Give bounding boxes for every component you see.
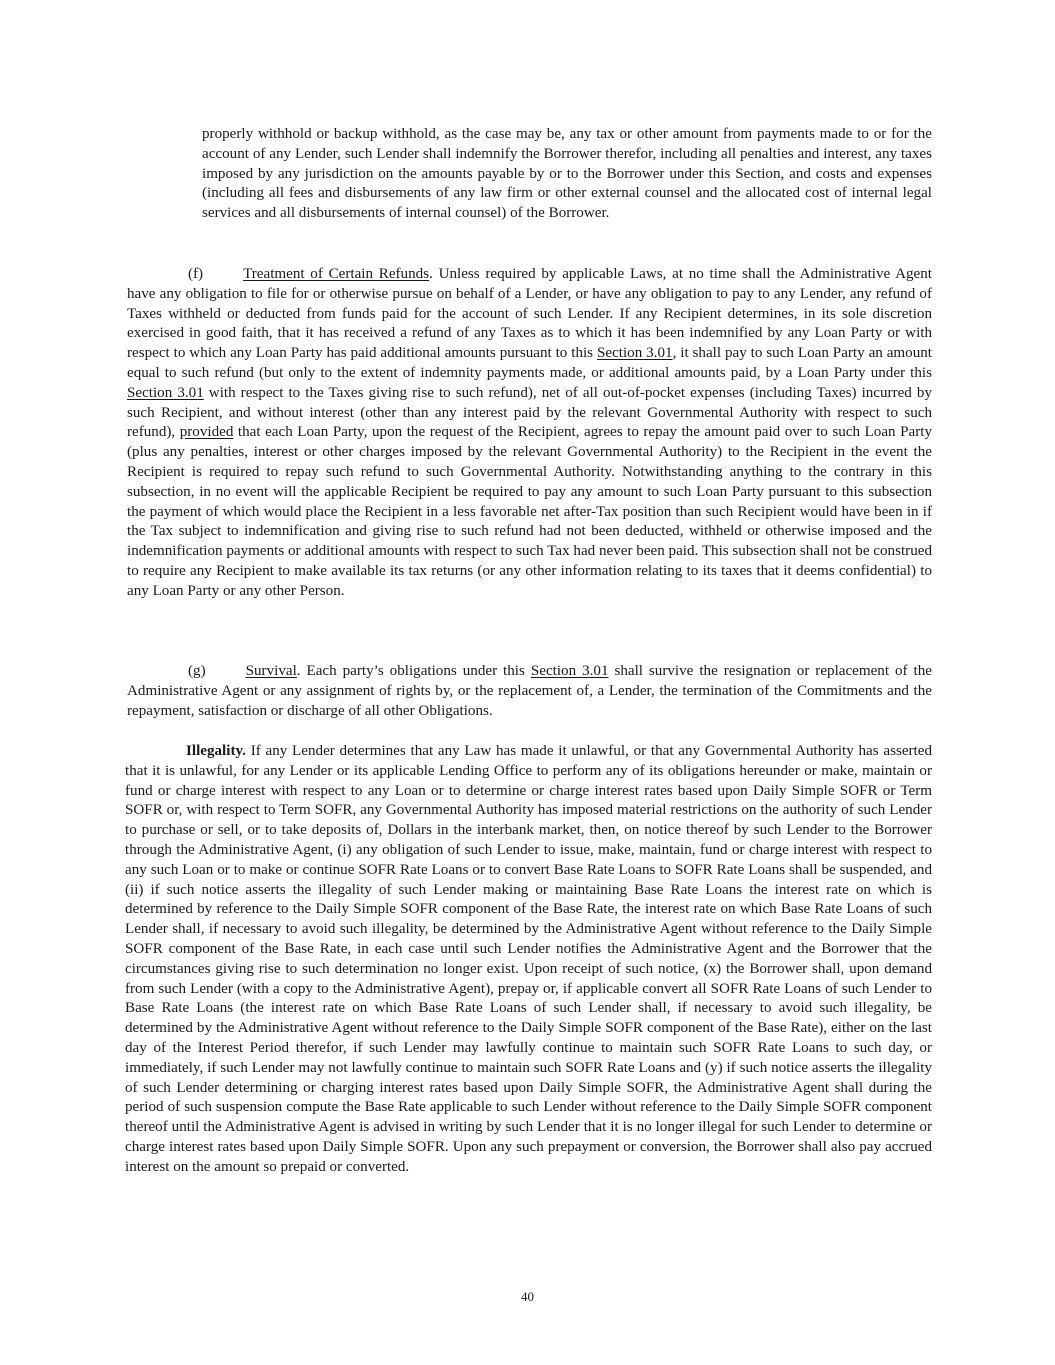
body-text: , it shall pay to such Loan Party an amount equal to such refund (but only to the extent of indemnity payments made, or additional amounts paid, by a Loan Party under this [127, 345, 932, 381]
subsection-heading: Survival [245, 663, 297, 679]
body-text: that each Loan Party, upon the request of the Recipient, agrees to repay the amount paid over to such Loan Party (plus any penalties, interest or other charges imposed by the relevant Governmental Authority) to the Recipient in the event the Recipient is required to repay such refund to such Governmental Authority. Notwithstanding anything to the contrary in this subsection, in no event will the applicable Recipient be required to pay any amount to such Loan Party pursuant to this subsection the payment of which would place the Recipient in a less favorable net after-Tax position than such Recipient would have been in if the Tax subject to indemnification and giving rise to such refund had not been deducted, withheld or otherwise imposed and the indemnification payments or additional amounts with respect to such Tax had never been paid. This subsection shall not be construed to require any Recipient to make available its tax returns (or any other information relating to its taxes that it deems confidential) to any Loan Party or any other Person. [127, 424, 932, 599]
continuation-paragraph: properly withhold or backup withhold, as the case may be, any tax or other amount from payments made to or for the account of any Lender, such Lender shall indemnify the Borrower therefor, including all penalties and interest, any taxes imposed by any jurisdiction on the amounts payable by or to the Borrower under this Section, and costs and expenses (including all fees and disbursements of any law firm or other external counsel and the allocated cost of internal legal services and all disbursements of internal counsel) of the Borrower. [202, 126, 932, 222]
heading-punct: . [429, 266, 433, 282]
section-reference: Section 3.01 [127, 384, 204, 401]
section-reference: Section 3.01 [596, 345, 673, 362]
subsection-g-survival [127, 662, 932, 721]
body-text: shall survive the resignation or replacement of the Administrative Agent or any assignment of rights by, or the replacement of, a Lender, the termination of the Commitments and the repayment, satisfaction or discharge of all other Obligations. [127, 663, 932, 719]
section-heading: Illegality. [186, 743, 246, 759]
page-number: 40 [521, 1289, 534, 1304]
illegality-section [125, 742, 932, 1178]
subsection-f-treatment-of-certain-refunds [127, 265, 932, 602]
subsection-label: (g) [188, 663, 206, 679]
section-reference: Section 3.01 [530, 663, 609, 679]
subsection-label: (f) [188, 266, 204, 282]
heading-punct: . [296, 663, 301, 679]
provided-term: provided [179, 424, 234, 441]
body-text: Each party’s obligations under this [300, 663, 531, 679]
subsection-heading: Treatment of Certain Refunds [243, 266, 430, 282]
body-text: with respect to the Taxes giving rise to such refund), net of all out-of-pocket expenses (including Taxes) incurred by such Recipient, and without interest (other than any interest paid by the relevant Governmental Authority with respect to such refund), [127, 384, 932, 441]
body-text: Unless required by applicable Laws, at no time shall the Administrative Agent have any obligation to file for or otherwise pursue on behalf of a Lender, or have any obligation to pay to any Lender, any refund of Taxes withheld or deducted from funds paid for the account of such Lender. If any Recipient determines, in its sole discretion exercised in good faith, that it has received a refund of any Taxes as to which it has been indemnified by any Loan Party or with respect to which any Loan Party has paid additional amounts pursuant to this [127, 266, 932, 362]
body-text: If any Lender determines that any Law has made it unlawful, or that any Governmental Authority has asserted that it is unlawful, for any Lender or its applicable Lending Office to perform any of its obligations hereunder or make, maintain or fund or charge interest with respect to any Loan or to determine or charge interest rates based upon Daily Simple SOFR or Term SOFR or, with respect to Term SOFR, any Governmental Authority has imposed material restrictions on the authority of such Lender to purchase or sell, or to take deposits of, Dollars in the interbank market, then, on notice thereof by such Lender to the Borrower through the Administrative Agent, (i) any obligation of such Lender to issue, make, maintain, fund or charge interest with respect to any such Loan or to make or continue SOFR Rate Loans or to convert Base Rate Loans to SOFR Rate Loans shall be suspended, and (ii) if such notice asserts the illegality of such Lender making or maintaining Base Rate Loans the interest rate on which is determined by reference to the Daily Simple SOFR component of the Base Rate, the interest rate on which Base Rate Loans of such Lender shall, if necessary to avoid such illegality, be determined by the Administrative Agent without reference to the Daily Simple SOFR component of the Base Rate, in each case until such Lender notifies the Administrative Agent and the Borrower that the circumstances giving rise to such determination no longer exist. Upon receipt of such notice, (x) the Borrower shall, upon demand from such Lender (with a copy to the Administrative Agent), prepay or, if applicable convert all SOFR Rate Loans of such Lender to Base Rate Loans (the interest rate on which Base Rate Loans of such Lender shall, if necessary to avoid such illegality, be determined by the Administrative Agent without reference to the Daily Simple SOFR component of the Base Rate), either on the last day of the Interest Period therefor, if such Lender may lawfully continue to maintain such SOFR Rate Loans to such day, or immediately, if such Lender may not lawfully continue to maintain such SOFR Rate Loans and (y) if such notice asserts the illegality of such Lender determining or charging interest rates based upon Daily Simple SOFR, the Administrative Agent shall during the period of such suspension compute the Base Rate applicable to such Lender without reference to the Daily Simple SOFR component thereof until the Administrative Agent is advised in writing by such Lender that it is no longer illegal for such Lender to determine or charge interest rates based upon Daily Simple SOFR. Upon any such prepayment or conversion, the Borrower shall also pay accrued interest on the amount so prepaid or converted. [125, 743, 932, 1175]
